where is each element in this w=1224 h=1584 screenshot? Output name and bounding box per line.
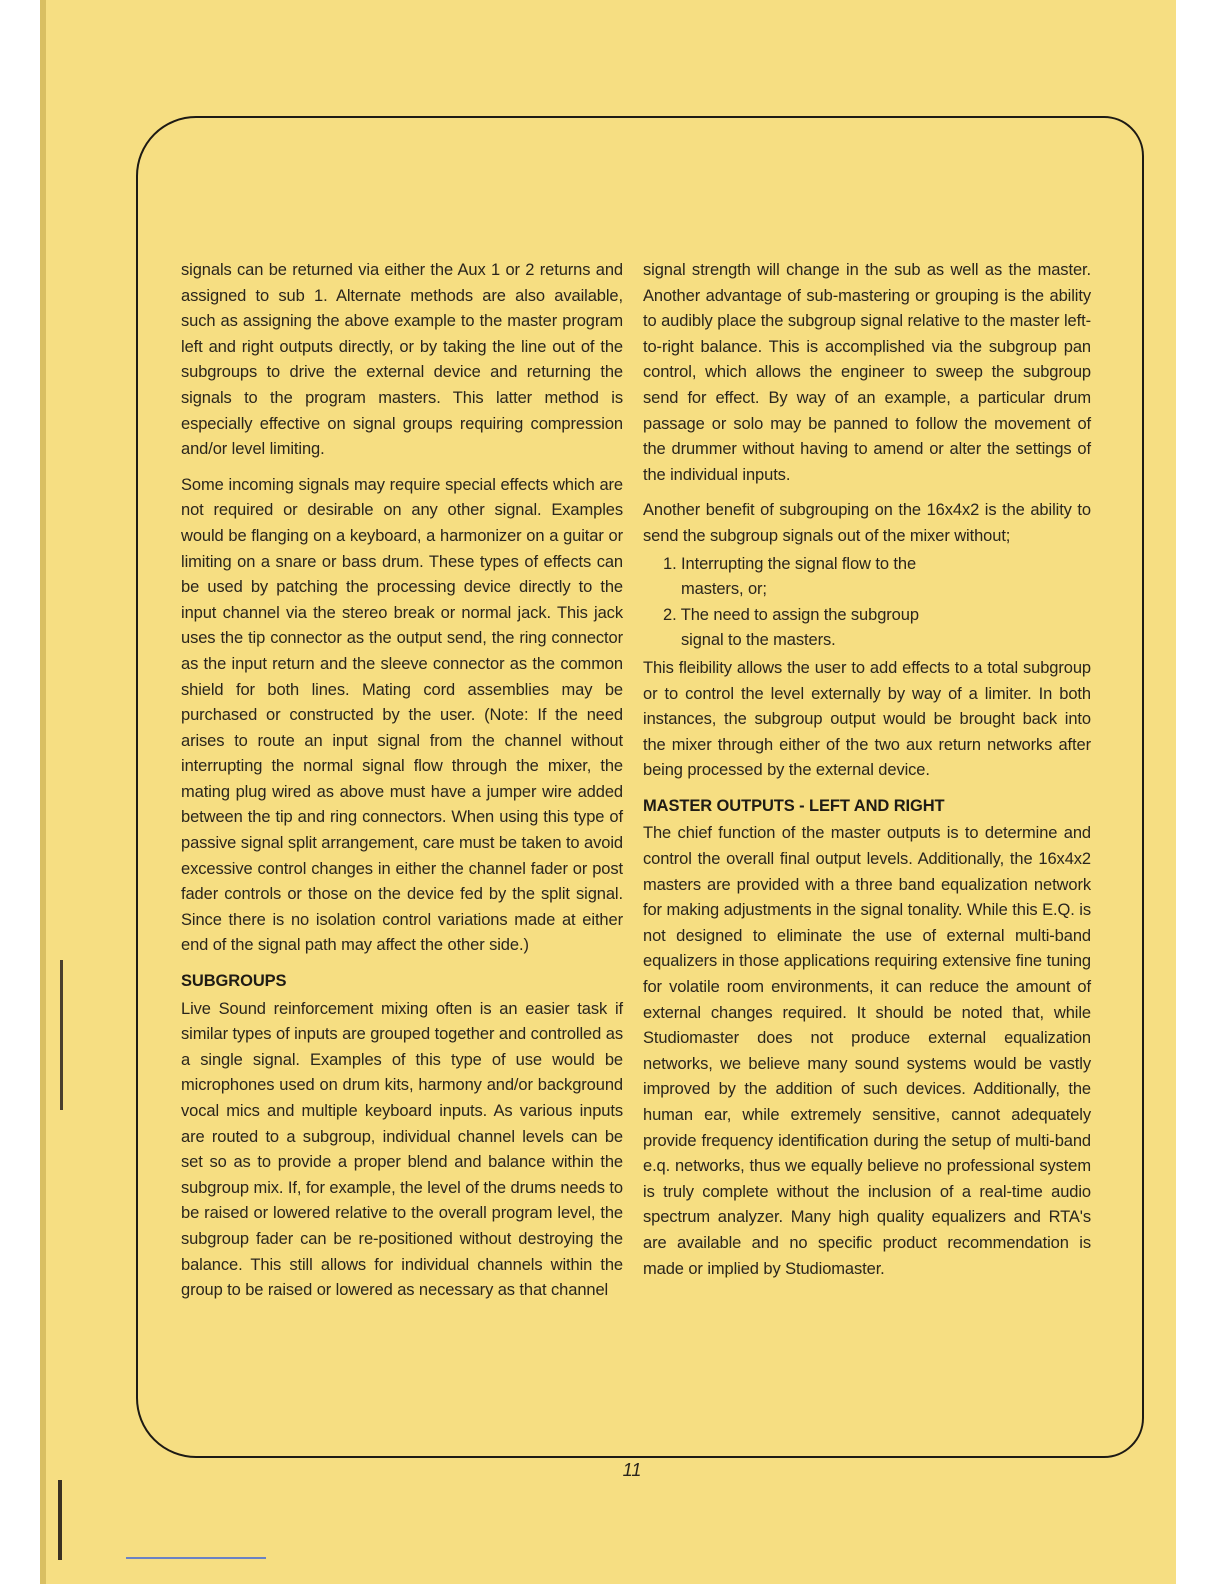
list-item: 2. The need to assign the subgroup signal to the masters.	[663, 605, 919, 650]
footer-rule	[126, 1557, 266, 1559]
paragraph: Some incoming signals may require special effects which are not required or desirable on any other signal. Examples would be flanging on a keyboard, a harmonizer on a guitar or limiting on a snare or bass drum. These types of effects can be used by patching the processing device directly to the input channel via the stereo break or normal jack. This jack uses the tip connector as the output send, the ring connector as the input return and the sleeve connector as the common shield for both lines. Mating cord assemblies may be purchased or constructed by the user. (Note: If the need arises to route an input signal from the channel without interrupting the normal signal flow through the mixer, the mating plug wired as above must have a jumper wire added between the tip and ring connectors. When using this type of passive signal split arrangement, care must be taken to avoid excessive control changes in either the channel fader or post fader controls or those on the device fed by the split signal. Since there is no isolation control variations made at either end of the signal path may affect the other side.)	[181, 475, 623, 955]
right-column	[643, 258, 1091, 1292]
section-heading-subgroups: SUBGROUPS	[181, 972, 287, 991]
paragraph: signal strength will change in the sub as well as the master. Another advantage of sub-mastering or grouping is the ability to audibly place the subgroup signal relative to the master left-to-right balance. This is accomplished via the subgroup pan control, which allows the engineer to sweep the subgroup send for effect. By way of an example, a particular drum passage or solo may be panned to follow the movement of the drummer without having to amend or alter the settings of the individual inputs.	[643, 261, 1091, 484]
paragraph: Another benefit of subgrouping on the 16x4x2 is the ability to send the subgroup signals out of the mixer without;	[643, 501, 1091, 545]
binding-mark	[60, 960, 63, 1110]
list-item: 1. Interrupting the signal flow to the masters, or;	[663, 554, 917, 599]
paragraph: The chief function of the master outputs is to determine and control the overall final output levels. Additionally, the 16x4x2 masters are provided with a three band equalization network for making adjustments in the signal tonality. While this E.Q. is not designed to eliminate the use of external multi-band equalizers in those applications requiring extensive fine tuning for volatile room environments, it can reduce the amount of external changes required. It should be noted that, while Studiomaster does not produce external equalization networks, we believe many sound systems would be vastly improved by the addition of such devices. Additionally, the human ear, while extremely sensitive, cannot adequately provide frequency identification during the setup of multi-band e.q. networks, thus we equally believe no professional system is truly complete without the inclusion of a real-time audio spectrum analyzer. Many high quality equalizers and RTA's are available and no specific product recommendation is made or implied by Studiomaster.	[643, 824, 1091, 1278]
binding-edge	[40, 0, 46, 1584]
left-column	[181, 258, 623, 1314]
paragraph: This fleibility allows the user to add effects to a total subgroup or to control the level externally by way of a limiter. In both instances, the subgroup output would be brought back into the mixer through either of the two aux return networks after being processed by the external device.	[643, 658, 1091, 780]
paragraph: signals can be returned via either the Aux 1 or 2 returns and assigned to sub 1. Alternate methods are also available, such as assigning the above example to the master program left and right outputs directly, or by taking the line out of the subgroups to drive the external device and returning the signals to the program masters. This latter method is especially effective on signal groups requiring compression and/or level limiting.	[181, 261, 623, 459]
paragraph: Live Sound reinforcement mixing often is an easier task if similar types of inputs are grouped together and controlled as a single signal. Examples of this type of use would be microphones used on drum kits, harmony and/or background vocal mics and multiple keyboard inputs. As various inputs are routed to a subgroup, individual channel levels can be set so as to provide a proper blend and balance within the subgroup mix. If, for example, the level of the drums needs to be raised or lowered relative to the overall program level, the subgroup fader can be re-positioned without destroying the balance. This still allows for individual channels within the group to be raised or lowered as necessary as that channel	[181, 999, 623, 1300]
page-number: 11	[622, 1460, 642, 1480]
numbered-list	[643, 552, 1091, 654]
binding-mark	[58, 1480, 62, 1560]
section-heading-master-outputs: MASTER OUTPUTS - LEFT AND RIGHT	[643, 796, 945, 815]
